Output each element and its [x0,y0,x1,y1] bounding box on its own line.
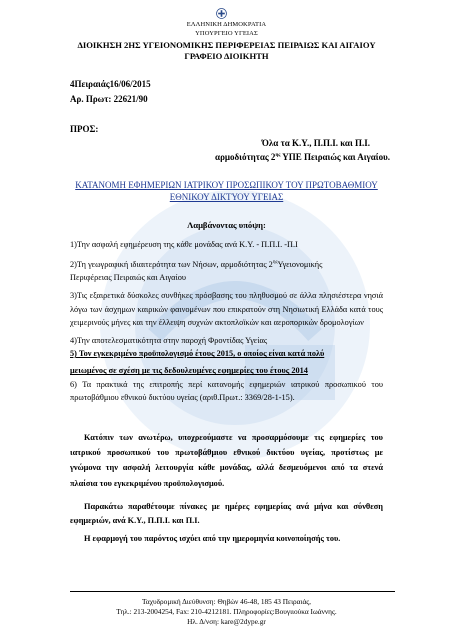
recipient-line1: Όλα τα Κ.Υ., Π.Π.Ι. και Π.Ι. [261,138,370,148]
body-paragraph-1: Κατόπιν των ανωτέρω, υποχρεούμαστε να προσαρμόσουμε τις εφημερίες του ιατρικού προσωπικού του πρωτοβάθμιου εθνικού δικτύου υγείας, προτίστως με γνώμονα την ασφαλή λειτουργία κάθε μονάδας, αλλά δεσμευόμενοι από τα στενά πλαίσια του εγκεκριμένου προϋπολογισμού. [70,433,383,488]
greek-emblem-icon [216,8,227,19]
point-4: 4)Την αποτελεσματικότητα στην παροχή Φροντίδας Υγείας [70,335,268,345]
considering-heading: Λαμβάνοντας υπόψη: [187,220,266,230]
footer-address: Ταχυδρομική Διεύθυνση: Θηβών 46-48, 185 43 Πειραιάς, [141,597,312,606]
body-paragraph-3: Η εφαρμογή του παρόντος ισχύει από την ημερομηνία κοινοποίησής του. [84,534,341,543]
subject-line1: ΚΑΤΑΝΟΜΗ ΕΦΗΜΕΡΙΩΝ ΙΑΤΡΙΚΟΥ ΠΡΟΣΩΠΙΚΟΥ ΤΟΥ ΠΡΩΤΟΒΑΘΜΙΟΥ [75,180,378,190]
footer-divider [70,591,395,592]
header-line2: ΥΠΟΥΡΓΕΙΟ ΥΓΕΙΑΣ [195,30,258,37]
header-line3: ΔΙΟΙΚΗΣΗ 2ΗΣ ΥΓΕΙΟΝΟΜΙΚΗΣ ΠΕΡΙΦΕΡΕΙΑΣ ΠΕΙΡΑΙΩΣ ΚΑΙ ΑΙΓΑΙΟΥ [77,40,376,50]
protocol-number: Αρ. Πρωτ: 22621/90 [70,94,148,104]
point-3: 3)Τις εξαιρετικά δύσκολες συνθήκες πρόσβασης του πληθυσμού σε άλλα πλησιέστερα νησιά λόγω των άσχημων καιρικών φαινομένων που επικρατούν στη Νησιωτική Ελλάδα κατά τους χειμερινούς μήνες και την έλλειψη συχνών ακτοπλοϊκών και αεροπορικών δρομολογίων [70,291,383,327]
recipient-label: ΠΡΟΣ: [70,124,99,134]
point-5-line1: 5) Τον εγκεκριμένο προϋπολογισμό έτους 2015, ο οποίος είναι κατά πολύ [70,349,325,359]
recipient-line2: αρμοδιότητας $2^{\eta\varsigma}$ ΥΠΕ Πειραιώς και Αιγαίου. [215,152,390,162]
header-line4: ΓΡΑΦΕΙΟ ΔΙΟΙΚΗΤΗ [184,51,269,61]
point-1: 1)Την ασφαλή εφημέρευση της κάθε μονάδας ανά Κ.Υ. - Π.Π.Ι. -Π.Ι [70,240,298,249]
document-date: 4Πειραιάς16/06/2015 [70,79,151,89]
body-paragraph-2: Παρακάτω παραθέτουμε πίνακες με ημέρες εφημερίας ανά μήνα και σύνθεση εφημεριών, ανά Κ.Υ., Π.Π.Ι. και Π.Ι. [70,502,383,525]
subject-line2: ΕΘΝΙΚΟΥ ΔΙΚΤΥΟΥ ΥΓΕΙΑΣ [169,192,284,202]
points-list [70,238,383,404]
footer-email: Ηλ. Δ/νση: kare@2dype.gr [187,617,266,626]
point-6: 6) Τα πρακτικά της επιτροπής περί κατανομής εφημεριών ιατρικού προσωπικού του πρωτοβάθμιου εθνικού δικτύου υγείας (αριθ.Πρωτ.: 3369/28-1-15). [70,379,383,402]
point-5-line2: μειωμένος σε σχέση με τις δεδουλευμένες εφημερίες του έτους 2014 [70,366,308,376]
point-2: 2)Τη γεωγραφική ιδιαιτερότητα των Νήσων, αρμοδιότητας $2^{\eta\varsigma}\Upsilon\gamma\varepsilon\iota o\nu o\mu\iota\kappa ή\varsigma$ [70,259,323,269]
footer-phones: Τηλ.: 213-2004254, Fax: 210-4212181. Πληροφορίες:Βουγιιούκα Ιωάννης. [116,607,337,616]
point-2-line2: Περιφέρειας Πειραιώς και Αιγαίου [70,273,186,283]
header-line1: ΕΛΛΗΝΙΚΗ ΔΗΜΟΚΡΑΤΙΑ [186,21,267,28]
